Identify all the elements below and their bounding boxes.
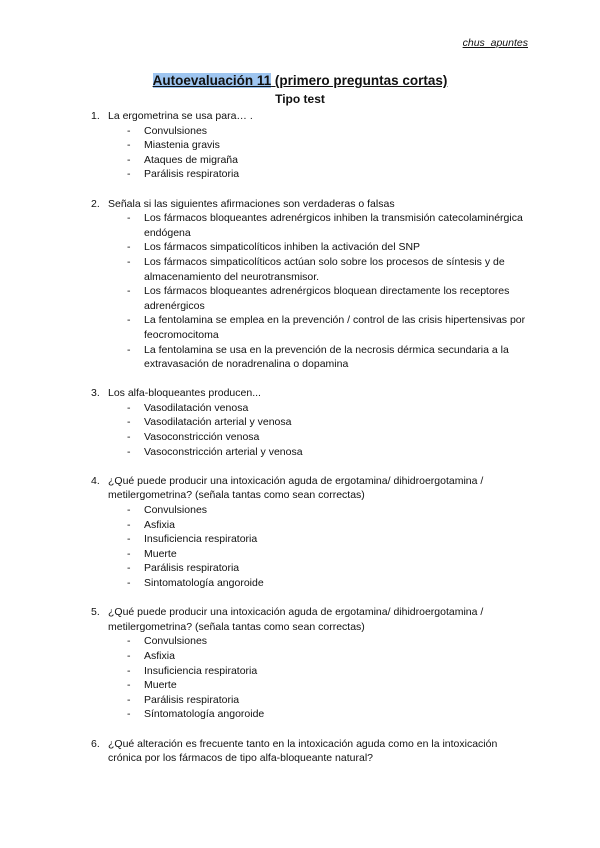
option-item (91, 284, 531, 313)
dash-bullet: - (127, 168, 131, 181)
option-text: Parálisis respiratoria (144, 562, 240, 575)
option-text: Parálisis respiratoria (144, 693, 240, 706)
option-text: Muerte (144, 547, 177, 560)
dash-bullet: - (127, 708, 131, 721)
question-number: 3. (91, 387, 100, 400)
question-4 (91, 474, 531, 591)
question-text: Señala si las siguientes afirmaciones son verdaderas o falsas (108, 197, 395, 210)
question-number: 5. (91, 606, 100, 619)
question-3 (91, 386, 531, 459)
option-text: Los fármacos simpaticolíticos inhiben la activación del SNP (144, 241, 421, 254)
dash-bullet: - (127, 445, 131, 458)
dash-bullet: - (127, 343, 131, 356)
option-item (91, 430, 531, 445)
author-header: chus_apuntes (462, 37, 528, 49)
option-text: Vasodilatación venosa (144, 401, 249, 414)
option-item (91, 138, 531, 153)
dash-bullet: - (127, 693, 131, 706)
option-text: Ataques de migraña (144, 153, 238, 166)
option-item (91, 313, 531, 342)
question-text: Los alfa-bloqueantes producen... (108, 387, 261, 400)
question-text: ¿Qué puede producir una intoxicación aguda de ergotamina/ dihidroergotamina / metilergometrina? (señala tantas como sean correctas) (108, 606, 484, 633)
dash-bullet: - (127, 285, 131, 298)
option-text: Vasodilatación arterial y venosa (144, 416, 292, 429)
question-number: 4. (91, 474, 100, 487)
question-list (91, 109, 531, 780)
dash-bullet: - (127, 124, 131, 137)
dash-bullet: - (127, 153, 131, 166)
question-1 (91, 109, 531, 182)
option-text: Parálisis respiratoria (144, 168, 240, 181)
option-item (91, 415, 531, 430)
option-list (91, 503, 531, 591)
option-text: Los fármacos bloqueantes adrenérgicos bloquean directamente los receptores adrenérgicos (144, 285, 510, 312)
dash-bullet: - (127, 401, 131, 414)
option-item (91, 167, 531, 182)
option-item (91, 707, 531, 722)
option-list (91, 634, 531, 722)
dash-bullet: - (127, 314, 131, 327)
option-item (91, 343, 531, 372)
question-number: 1. (91, 110, 100, 122)
dash-bullet: - (127, 547, 131, 560)
option-item (91, 664, 531, 679)
option-text: La fentolamina se usa en la prevención de la necrosis dérmica secundaria a la extravasación de noradrenalina o dopamina (144, 343, 509, 371)
dash-bullet: - (127, 577, 131, 589)
question-text: ¿Qué alteración es frecuente tanto en la intoxicación aguda como en la intoxicación crónica por los fármacos de tipo alfa-bloqueante natural? (108, 737, 498, 765)
page-subtitle: Tipo test (275, 92, 325, 106)
option-text: Convulsiones (144, 124, 208, 137)
dash-bullet: - (127, 518, 131, 531)
dash-bullet: - (127, 431, 131, 444)
option-list (91, 401, 531, 459)
question-number: 2. (91, 197, 100, 210)
dash-bullet: - (127, 533, 131, 546)
dash-bullet: - (127, 241, 131, 254)
dash-bullet: - (127, 255, 131, 268)
option-text: Insuficiencia respiratoria (144, 533, 258, 546)
dash-bullet: - (127, 664, 131, 677)
dash-bullet: - (127, 139, 131, 152)
dash-bullet: - (127, 635, 131, 648)
dash-bullet: - (127, 212, 131, 225)
question-text: La ergometrina se usa para… . (108, 110, 253, 122)
dash-bullet: - (127, 649, 131, 662)
option-item (91, 576, 531, 591)
title-highlight: Autoevaluación 11 (152, 73, 272, 88)
dash-bullet: - (127, 562, 131, 575)
option-list (91, 124, 531, 182)
option-text: Los fármacos simpaticolíticos actúan solo sobre los procesos de síntesis y de almacenamiento del neurotransmisor. (144, 255, 505, 283)
option-item (91, 503, 531, 518)
option-item (91, 678, 531, 693)
page-title (0, 73, 600, 88)
option-item (91, 211, 531, 240)
question-2 (91, 197, 531, 372)
option-list (91, 211, 531, 372)
option-text: Convulsiones (144, 504, 208, 517)
option-text: Vasoconstricción venosa (144, 431, 260, 444)
question-number: 6. (91, 737, 100, 750)
question-text: ¿Qué puede producir una intoxicación aguda de ergotamina/ dihidroergotamina / metilergometrina? (señala tantas como sean correctas) (108, 474, 484, 502)
option-item (91, 445, 531, 460)
option-item (91, 153, 531, 168)
option-text: Asfixia (144, 649, 175, 662)
option-text: La fentolamina se emplea en la prevención / control de las crisis hipertensivas por feocromocitoma (144, 314, 526, 341)
option-text: Convulsiones (144, 635, 208, 648)
option-item (91, 532, 531, 547)
option-item (91, 401, 531, 416)
option-text: Muerte (144, 679, 177, 692)
question-6 (91, 737, 531, 766)
title-rest: (primero preguntas cortas) (271, 73, 448, 88)
option-item (91, 518, 531, 533)
option-text: Asfixia (144, 518, 175, 531)
dash-bullet: - (127, 416, 131, 429)
option-item (91, 649, 531, 664)
option-text: Vasoconstricción arterial y venosa (144, 445, 303, 458)
option-text: Síntomatología angoroide (144, 708, 265, 721)
dash-bullet: - (127, 504, 131, 517)
dash-bullet: - (127, 679, 131, 692)
question-5 (91, 605, 531, 722)
option-item (91, 124, 531, 139)
option-text: Sintomatología angoroide (144, 577, 264, 589)
option-item (91, 240, 531, 255)
option-text: Los fármacos bloqueantes adrenérgicos inhiben la transmisión catecolaminérgica endógena (144, 212, 523, 239)
option-item (91, 255, 531, 284)
option-item (91, 634, 531, 649)
option-text: Miastenia gravis (144, 139, 220, 152)
option-item (91, 547, 531, 562)
option-item (91, 561, 531, 576)
option-item (91, 693, 531, 708)
option-text: Insuficiencia respiratoria (144, 664, 258, 677)
